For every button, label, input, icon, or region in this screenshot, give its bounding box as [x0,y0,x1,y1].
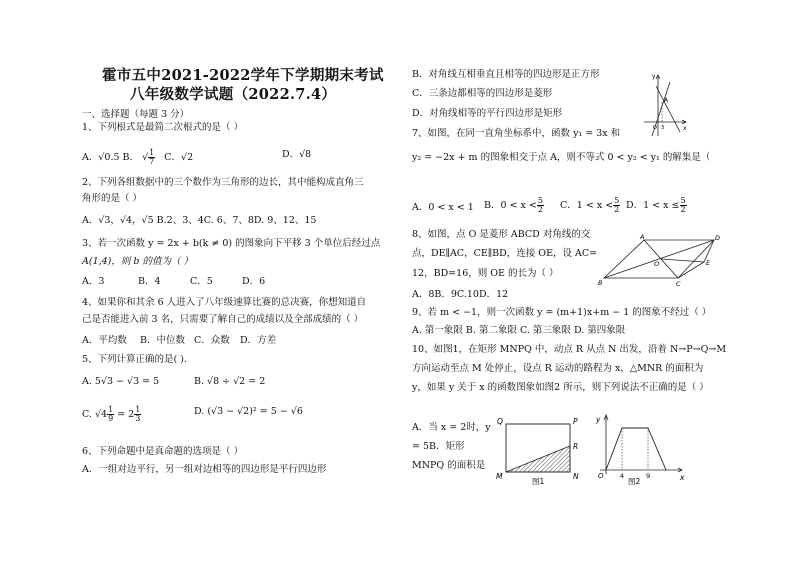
q10-fig2-origin: O [598,472,604,480]
q10-fig1-label-n: N [573,472,579,481]
q1-option-c: C．√2 [164,152,194,163]
q5-option-c: C. √4 $\frac{1}{9}$ = 2 $\frac{1}{3}$ [82,405,141,423]
q3-option-c: C．5 [190,276,213,287]
q5-option-d: D. (√3 − √2)² = 5 − √6 [194,406,303,417]
q8-fig-label-b: B [598,279,603,287]
q10-option-a-line2: = 5B．矩形 [412,441,465,452]
q10-fig1-label-r: R [573,442,579,451]
q1-option-a: A．√0.5 B． [82,152,140,163]
q8-fig-label-e: E [706,259,711,267]
q7-fig-tick-3: 3 [661,125,665,131]
q8-fig-label-c: C [676,280,681,288]
q5-option-b: B. √8 ÷ √2 = 2 [194,376,266,387]
q4-option-b: B．中位数 [140,335,185,346]
q1-options [82,148,312,166]
q1-option-d: D．√8 [282,149,312,160]
q8-stem-line1: 8、如图，点 O 是菱形 ABCD 对角线的交 [412,229,591,240]
q10-fig2-y-label: y [596,415,601,424]
q5-option-a: A. 5√3 − √3 = 5 [82,376,160,387]
q8-stem-line2: 点，DE∥AC，CE∥BD，连接 OE，设 AC= [412,248,598,259]
q7-option-d: D．1 < x ≤ $\frac{5}{2}$ [626,196,686,214]
q7-option-a: A．0 < x < 1 [412,202,474,213]
q3-stem-line2: A(1,4)，则 b 的值为（ ） [82,256,194,267]
q10-figure-1 [494,412,586,486]
q10-option-a-line3: MNPQ 的面积是 [412,460,486,471]
q8-fig-label-d: D [715,234,720,242]
q7-figure [640,72,688,138]
q10-fig1-label-m: M [496,472,503,481]
q4-stem-line2: 己是否能进入前 3 名，只需要了解自己的成绩以及全部成绩的（ ） [82,314,364,325]
q7-fig-y-label: y [652,73,656,80]
q10-fig2-caption: 图2 [628,477,641,486]
q8-figure [596,232,720,288]
q2-options: A．√3，√4，√5 B.2、3、4C. 6、7、8D. 9、12、15 [82,215,317,226]
q3-option-b: B．4 [138,276,161,287]
q3-stem-line1: 3、若一次函数 y = 2x + b(k ≠ 0) 的图象向下平移 3 个单位后经过点 [82,238,381,249]
q9-stem: 9、若 m < −1，则一次函数 y = (m+1)x+m − 1 的图象不经过（ ） [412,307,712,318]
q10-fig1-label-q: Q [497,417,503,426]
q6-option-d: D．对角线相等的平行四边形是矩形 [412,108,563,119]
q8-fig-label-a: A [640,233,645,241]
q10-option-a-line1: A．当 x = 2时，y [412,422,491,433]
q6-option-c: C．三条边都相等的四边形是菱形 [412,88,553,99]
q10-stem-line3: y，如果 y 关于 x 的函数图象如图2 所示，则下列说法不正确的是（ ） [412,382,709,393]
q7-option-c: C．1 < x < $\frac{5}{2}$ [560,196,620,214]
q10-fig2-x-label: x [680,473,685,482]
q10-fig1-caption: 图1 [532,477,545,486]
q1-option-b: √ $\frac{1}{7}$ [142,148,155,166]
q10-stem-line2: 方向运动至点 M 处停止，设点 R 运动的路程为 x，△MNR 的面积为 [412,363,704,374]
q3-option-d: D．6 [242,276,266,287]
q7-fig-point-a: A [664,97,669,104]
q8-fig-label-o: O [654,260,660,268]
q8-stem-line3: 12，BD=16，则 OE 的长为（ ） [412,268,559,279]
q10-fig2-tick-9: 9 [646,472,651,480]
q3-option-a: A．3 [82,276,105,287]
q2-stem-line2: 角形的是（ ） [82,193,143,204]
q10-fig1-label-p: P [573,417,578,426]
q2-stem-line1: 2、下列各组数据中的三个数作为三角形的边长，其中能构成直角三 [82,177,364,188]
q10-figure-2 [592,412,688,486]
q7-fig-origin: O [653,125,657,131]
section-heading: 一、选择题（每题 3 分） [82,109,190,120]
q6-stem: 6、下列命题中是真命题的选项是（ ） [82,446,244,457]
q4-option-c: C．众数 [194,335,230,346]
exam-title-line2: 八年级数学试题（2022.7.4） [130,86,337,103]
q10-stem-line1: 10、如图1，在矩形 MNPQ 中，动点 R 从点 N 出发，沿着 N→P→Q→M [412,344,727,355]
q4-option-a: A．平均数 [82,335,127,346]
q10-fig2-tick-4: 4 [620,472,625,480]
q7-fig-x-label: x [683,125,687,132]
exam-title-line1: 霍市五中2021-2022学年下学期期末考试 [102,67,384,84]
q7-stem-line2: y₂ = −2x + m 的图象相交于点 A，则不等式 0 < y₂ < y₁ 的解集是（ [412,152,711,163]
q6-option-b: B．对角线互相垂直且相等的四边形是正方形 [412,69,600,80]
q9-options: A. 第一象限 B. 第二象限 C. 第三象限 D. 第四象限 [412,325,626,336]
q6-option-a: A．一组对边平行，另一组对边相等的四边形是平行四边形 [82,464,327,475]
q4-stem-line1: 4、如果你和其余 6 人进入了八年级速算比赛的总决赛，你想知道自 [82,297,367,308]
q7-stem-line1: 7、如图，在同一直角坐标系中，函数 y₁ = 3x 和 [412,128,621,139]
q1-stem: 1、下列根式是最简二次根式的是（ ） [82,122,244,133]
q5-stem: 5、下列计算正确的是( ). [82,354,187,365]
q7-option-b: B．0 < x < $\frac{5}{2}$ [484,196,543,214]
q8-options: A．8B．9C.10D．12 [412,289,509,300]
q4-option-d: D．方差 [240,335,277,346]
